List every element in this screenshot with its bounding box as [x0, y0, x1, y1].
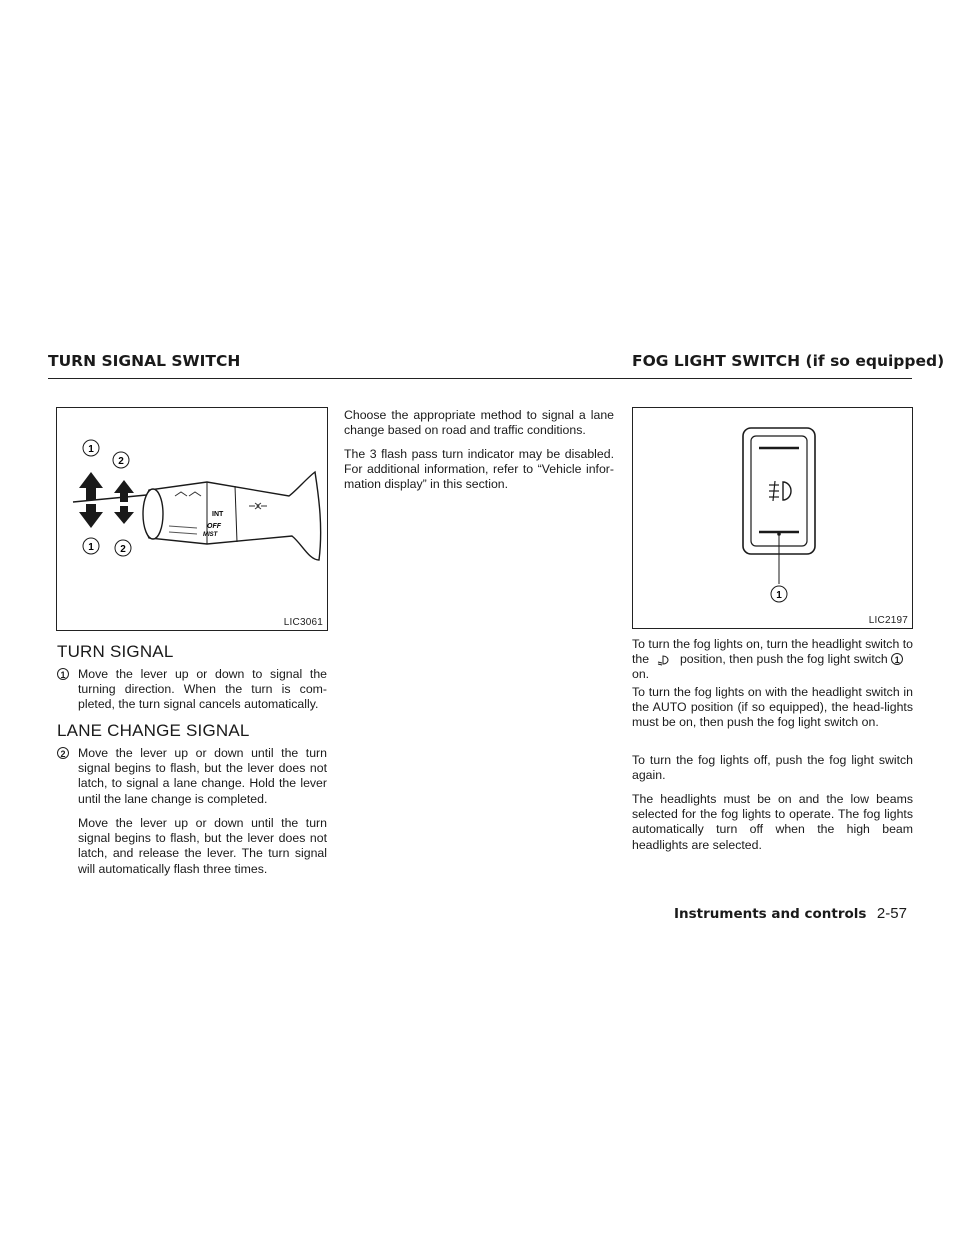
heading-turn-signal: TURN SIGNAL	[57, 642, 174, 661]
item-number-1: 1	[57, 668, 69, 680]
figure-code-left: LIC3061	[283, 617, 323, 628]
item-number-1-fog: 1	[891, 653, 903, 665]
fog-paragraph-1	[632, 637, 913, 683]
fog-paragraph-4: The headlights must be on and the low beams selected for the fog lights to operate. The fog lights automatically turn off when the high beam headlights are selected.	[632, 792, 913, 852]
section-title-turn-signal-switch: TURN SIGNAL SWITCH	[48, 352, 241, 370]
fog-para1-part2: position, then push the fog light switch	[679, 652, 888, 667]
lever-label-int: INT	[212, 511, 224, 518]
lever-end-cap	[143, 489, 163, 539]
fog-para1-part1: To turn the fog lights on, turn the headlight switch to the	[632, 637, 913, 667]
figure-fog-light-switch	[632, 407, 913, 629]
lane-change-text-2: Move the lever up or down until the turn signal begins to flash, but the lever does not latch, and release the lever. The turn signal will automatically flash three times.	[78, 816, 327, 876]
fog-light-switch-illustration	[633, 408, 912, 628]
section-rule	[48, 378, 912, 379]
lane-change-text: Move the lever up or down until the turn signal begins to flash, but the lever does not latch, to signal a lane change. Hold the lever until the lane change is completed.	[78, 746, 327, 806]
footer-section-name: Instruments and controls	[674, 906, 867, 922]
headlight-icon	[656, 654, 674, 666]
callout-2-bottom: 2	[120, 544, 126, 555]
page-footer	[674, 905, 907, 923]
footer-page-number: 2-57	[876, 905, 907, 922]
callout-1-fog: 1	[776, 590, 782, 601]
arrow-up-small-icon	[114, 480, 134, 502]
fog-paragraph-3: To turn the fog lights off, push the fog light switch again.	[632, 753, 913, 783]
figure-turn-signal-lever	[56, 407, 328, 631]
arrow-down-small-icon	[114, 506, 134, 524]
turn-signal-lever-illustration	[57, 408, 327, 630]
item-number-2: 2	[57, 747, 69, 759]
lever-label-mist: MIST	[203, 532, 218, 538]
turn-signal-text: Move the lever up or down to signal the turning direction. When the turn is com-pleted, the turn signal cancels automatically.	[78, 667, 327, 712]
arrow-down-large-icon	[79, 504, 103, 528]
callout-2-top: 2	[118, 456, 124, 467]
turn-signal-item	[57, 667, 327, 717]
lever-label-off: OFF	[207, 523, 221, 530]
middle-paragraph-1: Choose the appropriate method to signal a lane change based on road and traffic conditions.	[344, 408, 614, 438]
fog-para1-part3: on.	[632, 667, 650, 682]
section-title-fog-light-switch: FOG LIGHT SWITCH (if so equipped)	[632, 352, 945, 370]
figure-code-right: LIC2197	[868, 615, 908, 626]
lever-body	[145, 472, 320, 560]
middle-paragraph-2: The 3 flash pass turn indicator may be disabled. For additional information, refer to “Vehicle infor-mation display” in this section.	[344, 447, 614, 492]
callout-1-top: 1	[88, 444, 94, 455]
callout-1-bottom: 1	[88, 542, 94, 553]
arrow-up-large-icon	[79, 472, 103, 500]
heading-lane-change-signal: LANE CHANGE SIGNAL	[57, 721, 250, 740]
lane-change-item	[57, 746, 327, 810]
fog-paragraph-2: To turn the fog lights on with the headlight switch in the AUTO position (if so equipped), the head-lights must be on, then push the fog light switch on.	[632, 685, 913, 730]
